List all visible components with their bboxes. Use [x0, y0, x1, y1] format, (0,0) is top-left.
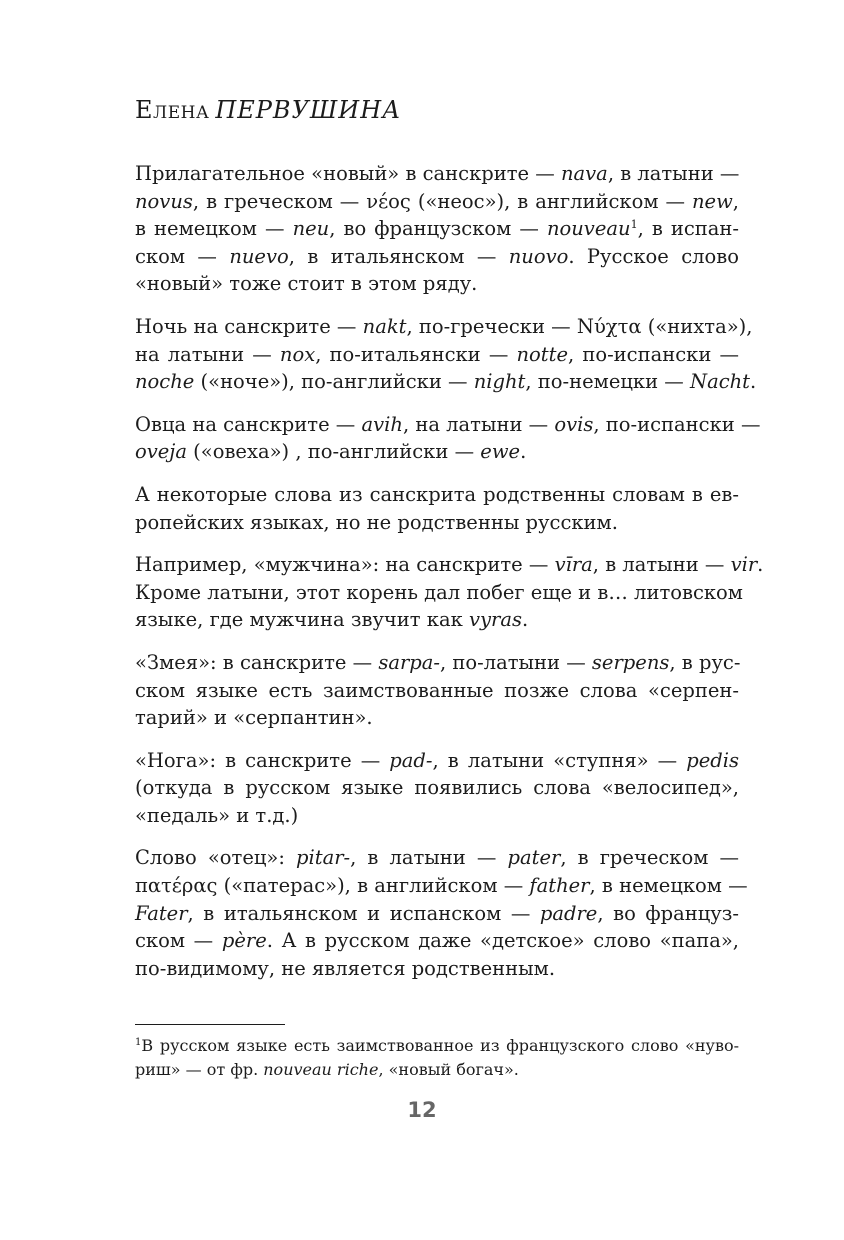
footnote-marker: 1 — [630, 218, 638, 232]
foreign-word: father — [529, 874, 590, 898]
text-line — [135, 927, 739, 955]
text-run: , по-итальянски — — [315, 342, 517, 366]
foreign-word: Nacht — [690, 370, 751, 394]
text-run: А некоторые слова из санскрита родственны словам в ев- — [135, 482, 739, 506]
foreign-word: pater — [507, 846, 561, 870]
text-line — [135, 313, 753, 341]
paragraph — [135, 481, 739, 536]
text-run: (откуда в русском языке появились слова «велосипед», — [135, 776, 739, 800]
text-line — [135, 872, 748, 900]
text-line — [135, 481, 739, 509]
text-run: Слово «отец»: — [135, 846, 297, 870]
text-run: по-видимому, не является родственным. — [135, 956, 556, 980]
text-run: ском языке есть заимствованные позже слова «серпен- — [135, 678, 739, 702]
text-run: . Русское слово — [568, 244, 739, 268]
foreign-word: vyras — [469, 608, 522, 632]
running-header — [135, 96, 401, 124]
text-run: , во француз- — [597, 901, 739, 925]
foreign-word: avih — [361, 412, 403, 436]
foreign-word: neu — [292, 217, 330, 241]
paragraph — [135, 551, 764, 634]
text-run: («овеха») , по-английски — — [186, 440, 481, 464]
text-run: , в немецком — — [589, 874, 748, 898]
paragraph — [135, 747, 739, 830]
text-run: «педаль» и т.д.) — [135, 803, 299, 827]
text-line — [135, 774, 739, 802]
text-line — [135, 704, 739, 732]
text-run: , «новый богач». — [378, 1060, 519, 1079]
text-run: ском — — [135, 244, 230, 268]
text-run: πατέρας («патерас»), в английском — — [135, 874, 530, 898]
text-run: , в греческом — νέος («неос»), в английском — — [192, 189, 692, 213]
foreign-word: pad- — [389, 748, 433, 772]
foreign-word: oveja — [135, 440, 187, 464]
foreign-word: nouveau — [546, 217, 631, 241]
text-run: . А в русском даже «детское» слово «папа», — [266, 929, 740, 953]
text-run: «новый» тоже стоит в этом ряду. — [135, 272, 478, 296]
paragraph — [135, 313, 757, 396]
text-line — [135, 188, 739, 216]
text-run: языке, где мужчина звучит как — [135, 608, 469, 632]
text-line — [135, 677, 739, 705]
foreign-word: night — [473, 370, 526, 394]
foreign-word: padre — [539, 901, 598, 925]
foreign-word: new — [692, 189, 733, 213]
foreign-word: nuevo — [229, 244, 289, 268]
author-last-name: ПЕРВУШИНА — [215, 96, 402, 124]
text-line — [135, 411, 761, 439]
text-line — [135, 802, 739, 830]
paragraph — [135, 649, 739, 732]
paragraph — [135, 411, 761, 466]
text-line — [135, 900, 739, 928]
author-first-name: Елена — [135, 96, 210, 124]
foreign-word: nuovo — [508, 244, 569, 268]
text-run: , во французском — — [329, 217, 547, 241]
page-number: 12 — [407, 1098, 437, 1122]
text-line — [135, 747, 739, 775]
text-run: , в латыни «ступня» — — [432, 748, 687, 772]
text-run: «Нога»: в санскрите — — [135, 748, 390, 772]
text-line — [135, 844, 739, 872]
text-line — [135, 606, 739, 634]
text-run: , на латыни — — [402, 412, 555, 436]
text-line — [135, 579, 743, 607]
footnote — [135, 1034, 739, 1082]
footnote-marker: 1 — [135, 1037, 142, 1048]
text-run: на латыни — — [135, 342, 280, 366]
text-run: , по-немецки — — [525, 370, 690, 394]
foreign-word: père — [221, 929, 267, 953]
text-line — [135, 509, 739, 537]
text-run: Например, «мужчина»: на санскрите — — [135, 553, 555, 577]
text-run: риш» — от фр. — [135, 1060, 264, 1079]
text-line — [135, 215, 739, 243]
text-run: в немецком — — [135, 217, 293, 241]
foreign-word: nakt — [362, 314, 407, 338]
text-run: «Змея»: в санскрите — — [135, 650, 379, 674]
text-line — [135, 438, 739, 466]
foreign-word: pedis — [686, 748, 739, 772]
body-text — [135, 160, 764, 997]
text-run: , в итальянском и испанском — — [187, 901, 540, 925]
text-run: , в рус- — [669, 650, 741, 674]
text-run: . — [750, 370, 757, 394]
foreign-word: vīra — [554, 553, 593, 577]
text-run: , в испан- — [637, 217, 739, 241]
text-run: , по-испански — — [593, 412, 761, 436]
foreign-word: pitar- — [296, 846, 351, 870]
text-run: В русском языке есть заимствованное из французского слово «нуво- — [141, 1036, 739, 1055]
foreign-word: nouveau riche — [263, 1060, 379, 1079]
foreign-word: ewe — [480, 440, 521, 464]
paragraph — [135, 160, 739, 298]
text-run: Кроме латыни, этот корень дал побег еще и в… литовском — [135, 580, 743, 604]
foreign-word: nox — [279, 342, 316, 366]
foreign-word: notte — [516, 342, 568, 366]
text-run: . — [757, 553, 764, 577]
text-run: , в латыни — — [350, 846, 508, 870]
text-run: , в греческом — — [560, 846, 739, 870]
foreign-word: serpens — [591, 650, 670, 674]
text-line — [135, 160, 739, 188]
text-run: Ночь на санскрите — — [135, 314, 363, 338]
text-line — [135, 1058, 739, 1082]
text-run: , в итальянском — — [288, 244, 509, 268]
text-line — [135, 341, 739, 369]
text-line — [135, 1034, 739, 1058]
text-run: , — [732, 189, 739, 213]
text-run: («ноче»), по-английски — — [194, 370, 474, 394]
text-run: , в латыни — — [607, 162, 740, 185]
foreign-word: Fater — [135, 901, 188, 925]
foreign-word: noche — [135, 370, 195, 394]
text-run: , по-гречески — Νύχτα («нихта»), — [406, 314, 753, 338]
text-run: ропейских языках, но не родственны русским. — [135, 510, 618, 534]
text-line — [135, 270, 739, 298]
text-run: Прилагательное «новый» в санскрите — — [135, 162, 561, 185]
text-line — [135, 649, 739, 677]
text-line — [135, 368, 757, 396]
text-line — [135, 955, 739, 983]
foreign-word: vir — [730, 553, 758, 577]
text-run: , в латыни — — [592, 553, 731, 577]
text-run: тарий» и «серпантин». — [135, 706, 373, 730]
text-run: , по-латыни — — [439, 650, 592, 674]
text-line — [135, 243, 739, 271]
footnote-divider — [135, 1024, 285, 1025]
foreign-word: ovis — [554, 412, 594, 436]
text-run: , по-испански — — [568, 342, 739, 366]
text-run: Овца на санскрите — — [135, 412, 362, 436]
text-run: . — [522, 608, 529, 632]
foreign-word: sarpa- — [378, 650, 440, 674]
text-run: . — [520, 440, 527, 464]
foreign-word: novus — [135, 189, 193, 213]
text-line — [135, 551, 764, 579]
text-run: ском — — [135, 929, 222, 953]
foreign-word: nava — [560, 162, 608, 185]
paragraph — [135, 844, 748, 982]
